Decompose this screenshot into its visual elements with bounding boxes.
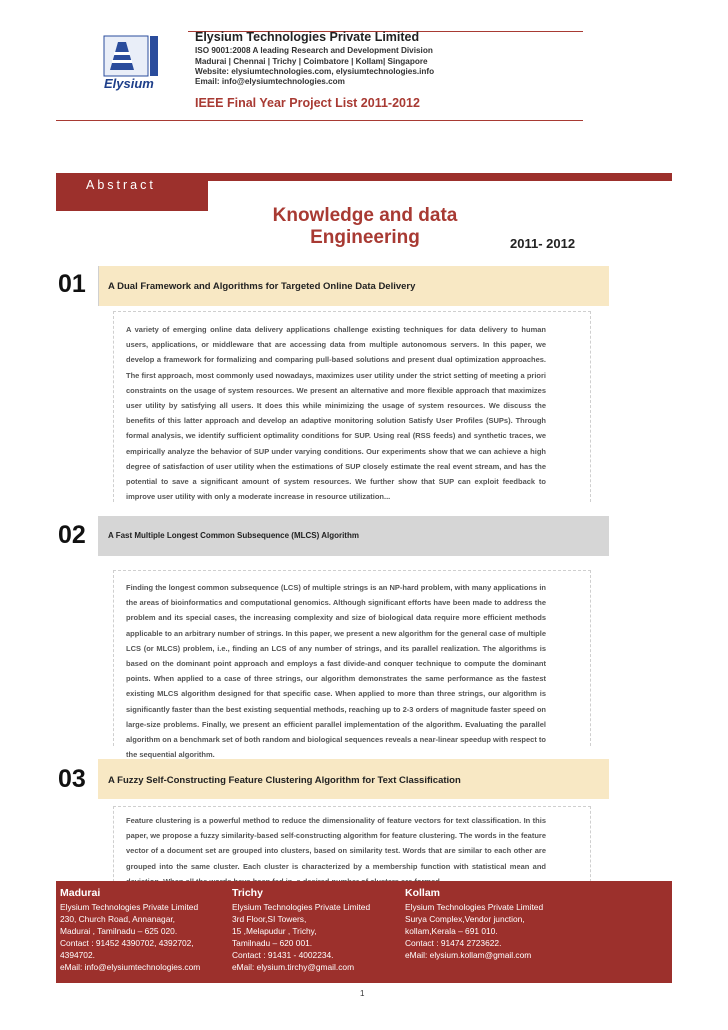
footer-line: 15 ,Melapudur , Trichy, — [232, 926, 317, 936]
domain-title-line2: Engineering — [310, 227, 420, 248]
footer-line: Elysium Technologies Private Limited — [60, 902, 199, 912]
logo-wordmark: Elysium — [104, 76, 154, 91]
footer-line: Contact : 91431 - 4002234. — [232, 950, 334, 960]
footer-trichy — [232, 887, 370, 973]
project-list-title: IEEE Final Year Project List 2011-2012 — [195, 96, 420, 110]
footer-madurai — [60, 887, 200, 973]
footer-line: kollam,Kerala – 691 010. — [405, 926, 498, 936]
section-01-number: 01 — [58, 270, 86, 298]
footer-line: Elysium Technologies Private Limited — [405, 902, 544, 912]
company-name: Elysium Technologies Private Limited — [195, 30, 420, 44]
year-label: 2011- 2012 — [510, 236, 576, 251]
footer-city: Madurai — [60, 887, 101, 899]
section-02-abstract: Finding the longest common subsequence (LCS) of multiple strings is an NP-hard problem, with many applications in the areas of bioinformatics and computational genomics. Although significant efforts have been made to address the problem and its special cases, the increasing complexity and size of biological data require more efficient methods applicable to an arbitrary number of strings. In this paper, we present a new algorithm for the general case of multiple LCS (or MLCS) problem, i.e., finding an LCS of any number of strings, and its parallel realization. The algorithms is based on the dominant point approach and employs a fast divide-and conquer technique to compute the dominant points. When applied to a case of three strings, our algorithm demonstrates the same performance as the fastest existing MLCS algorithm designed for that specific case. When applied to more than three strings, our algorithm is significantly faster than the best existing sequential methods, reaching up to 2-3 orders of magnitude faster speed on large-size problems. Finally, we present an efficient parallel implementation of the algorithm. Evaluating the parallel algorithm on a benchmark set of both random and biological sequences reveals a near-linear speedup with respect to the sequential algorithm. — [126, 583, 546, 760]
footer-email-link[interactable]: eMail: elysium.kollam@gmail.com — [405, 950, 532, 960]
page-number: 1 — [360, 989, 365, 998]
section-01-title: A Dual Framework and Algorithms for Targeted Online Data Delivery — [108, 281, 416, 292]
section-03-abstract: Feature clustering is a powerful method to reduce the dimensionality of feature vectors for text classification. In this paper, we propose a fuzzy similarity-based self-constructing algorithm for feature clustering. The words in the feature vector of a document set are grouped into clusters, based on similarity test. Words that are similar to each other are grouped into the same cluster. Each cluster is characterized by a membership function with statistical mean and — [126, 816, 546, 871]
section-03-number: 03 — [58, 765, 86, 793]
footer-line: Elysium Technologies Private Limited — [232, 902, 371, 912]
footer-line: Contact : 91474 2723622. — [405, 938, 502, 948]
footer-line: Madurai , Tamilnadu – 625 020. — [60, 926, 178, 936]
footer-line: Tamilnadu – 620 001. — [232, 938, 313, 948]
header-line-locations: Madurai | Chennai | Trichy | Coimbatore | Kollam| Singapore — [195, 57, 428, 66]
section-02-title: A Fast Multiple Longest Common Subsequence (MLCS) Algorithm — [108, 531, 359, 540]
footer-line: 3rd Floor,SI Towers, — [232, 914, 307, 924]
header-line-website: Website: elysiumtechnologies.com, elysiumtechnologies.info — [195, 67, 435, 76]
domain-title-line1: Knowledge and data — [272, 205, 458, 226]
footer-addresses — [56, 881, 672, 983]
section-01-abstract: A variety of emerging online data delivery applications challenge existing techniques for data delivery to human users, applications, or middleware that are accessing data from multiple autonomous servers. In this paper, we develop a framework for formalizing and comparing pull-based solutions and present dual optimization approaches. The first approach, most commonly used nowadays, maximizes user utility under the strict setting of meeting a priori constraints on the usage of system resources. We present an alternative and more flexible approach that maximizes user utility by satisfying all users. It does this while minimizing the usage of system resources. We discuss the benefits of this latter approach and develop an adaptive monitoring solution Satisfy User Profiles (SUPs). Through formal analysis, we identify sufficient optimality conditions for SUP. Using real (RSS feeds) and synthetic traces, we empirically analyze the behavior of SUP under varying conditions. Our experiments show that we can achieve a high degree of satisfaction of user utility when the estimations of SUP closely estimate the real event stream, and has the potential to save a significant amount of system resources. We further show that SUP can exploit feedback to improve user utility with only a moderate increase in resource utilization... — [126, 325, 546, 502]
footer-email-link[interactable]: eMail: elysium.tirchy@gmail.com — [232, 962, 355, 972]
header-line-email: Email: info@elysiumtechnologies.com — [195, 77, 345, 86]
section-03-title: A Fuzzy Self-Constructing Feature Clustering Algorithm for Text Classification — [108, 775, 461, 786]
footer-line: 230, Church Road, Annanagar, — [60, 914, 176, 924]
footer-kollam — [405, 887, 543, 961]
footer-line: 4394702. — [60, 950, 95, 960]
header-bottom-rule — [56, 120, 583, 121]
section-02-number: 02 — [58, 521, 86, 549]
header-line-iso: ISO 9001:2008 A leading Research and Development Division — [195, 46, 433, 55]
footer-line: Surya Complex,Vendor junction, — [405, 914, 525, 924]
footer-city: Trichy — [232, 887, 263, 899]
footer-email-link[interactable]: eMail: info@elysiumtechnologies.com — [60, 962, 201, 972]
section-01-divider — [98, 266, 99, 306]
footer-city: Kollam — [405, 887, 441, 899]
footer-line: Contact : 91452 4390702, 4392702, — [60, 938, 194, 948]
abstract-label: Abstract — [86, 178, 156, 192]
